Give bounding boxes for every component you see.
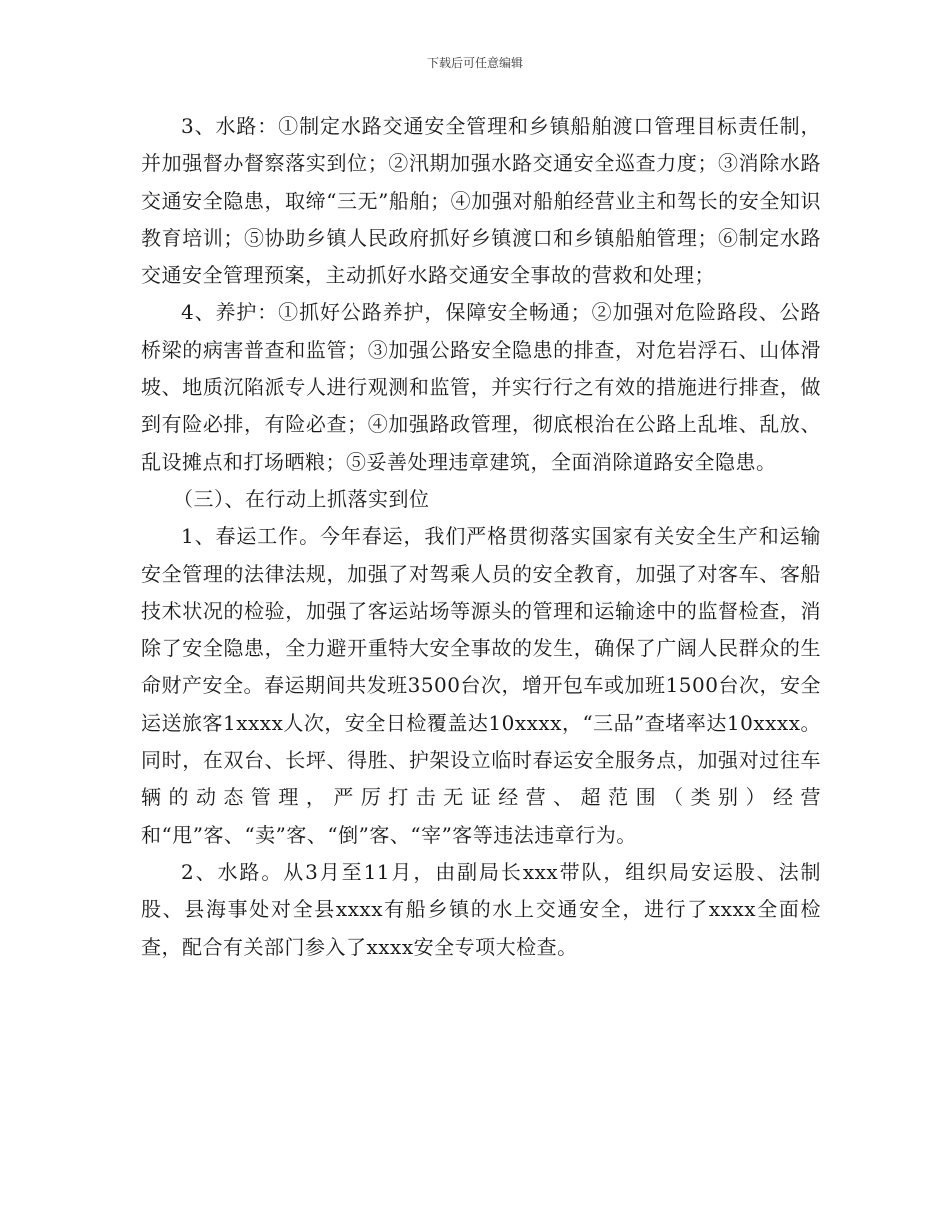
paragraph-maintenance-measures: 4、养护：①抓好公路养护，保障安全畅通；②加强对危险路段、公路桥梁的病害普查和监管；③加强公路安全隐患的排查，对危岩浮石、山体滑坡、地质沉陷派专人进行观测和监管，并实行行之有效的措施进行排查，做到有险必排，有险必查；④加强路政管理，彻底根治在公路上乱堆、乱放、乱设摊点和打场晒粮；⑤妥善处理违章建筑，全面消除道路安全隐患。 [141,300,821,474]
section-heading-implementation: （三）、在行动上抓落实到位 [173,486,430,511]
paragraph-waterway-inspection: 2、水路。从3月至11月，由副局长xxx带队，组织局安运股、法制股、县海事处对全县xxxx有船乡镇的水上交通安全，进行了xxxx全面检查，配合有关部门参入了xxxx安全专项大检查。 [141,859,821,959]
paragraph-spring-transport: 1、春运工作。今年春运，我们严格贯彻落实国家有关安全生产和运输安全管理的法律法规，加强了对驾乘人员的安全教育，加强了对客车、客船技术状况的检验，加强了客运站场等源头的管理和运输途中的监督检查，消除了安全隐患，全力避开重特大安全事故的发生，确保了广阔人民群众的生命财产安全。春运期间共发班3500台次，增开包车或加班1500台次，安全运送旅客1xxxx人次，安全日检覆盖达10xxxx，“三品”查堵率达10xxxx。同时，在双台、长坪、得胜、护架设立临时春运安全服务点，加强对过往车辆的动态管理，严厉打击无证经营、超范围（类别）经营和“甩”客、“卖”客、“倒”客、“宰”客等违法违章行为。 [141,524,821,847]
document-body [141,108,821,966]
header-note: 下载后可任意编辑 [426,56,523,70]
paragraph-waterway-measures: 3、水路：①制定水路交通安全管理和乡镇船舶渡口管理目标责任制，并加强督办督察落实到位；②汛期加强水路交通安全巡查力度；③消除水路交通安全隐患，取缔“三无”船舶；④加强对船舶经营业主和驾长的安全知识教育培训；⑤协助乡镇人民政府抓好乡镇渡口和乡镇船舶管理；⑥制定水路交通安全管理预案，主动抓好水路交通安全事故的营救和处理； [141,114,821,288]
